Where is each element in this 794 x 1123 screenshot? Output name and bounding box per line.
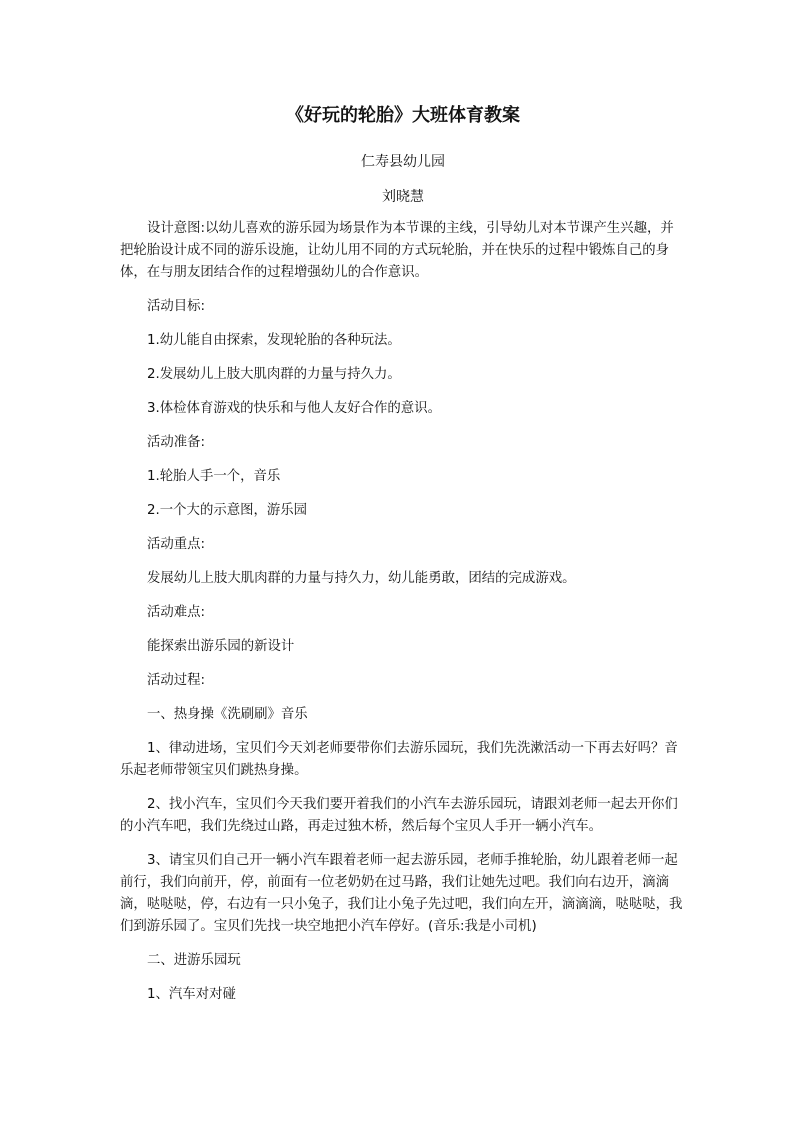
organization-name: 仁寿县幼儿园 — [361, 154, 445, 170]
document-title: 《好玩的轮胎》大班体育教案 — [286, 105, 520, 126]
paragraph: 3、请宝贝们自己开一辆小汽车跟着老师一起去游乐园，老师手推轮胎，幼儿跟着老师一起前行，我们向前开，停，前面有一位老奶奶在过马路，我们让她先过吧。我们向右边开，滴滴滴，哒哒哒，停，右边有一只小兔子，我们让小兔子先过吧，我们向左开，滴滴滴，哒哒哒，我们到游乐园了。宝贝们先找一块空地把小汽车停好。(音乐:我是小司机) — [120, 853, 683, 934]
paragraph: 1、律动进场，宝贝们今天刘老师要带你们去游乐园玩，我们先洗漱活动一下再去好吗？音乐起老师带领宝贝们跳热身操。 — [120, 741, 678, 778]
paragraph: 1、汽车对对碰 — [147, 987, 236, 1002]
paragraph: 活动过程: — [147, 673, 206, 688]
paragraph: 一、热身操《洗刷刷》音乐 — [147, 707, 308, 722]
author-name: 刘晓慧 — [382, 189, 424, 205]
document-body — [120, 218, 686, 1018]
paragraph: 发展幼儿上肢大肌肉群的力量与持久力，幼儿能勇敢，团结的完成游戏。 — [147, 571, 576, 586]
paragraph: 活动目标: — [147, 299, 206, 314]
paragraph: 1.幼儿能自由探索，发现轮胎的各种玩法。 — [147, 333, 401, 348]
paragraph: 能探索出游乐园的新设计 — [147, 639, 295, 654]
paragraph: 活动难点: — [147, 605, 206, 620]
paragraph: 3.体检体育游戏的快乐和与他人友好合作的意识。 — [147, 401, 441, 416]
paragraph: 活动重点: — [147, 537, 206, 552]
paragraph: 设计意图:以幼儿喜欢的游乐园为场景作为本节课的主线，引导幼儿对本节课产生兴趣，并把轮胎设计成不同的游乐设施，让幼儿用不同的方式玩轮胎，并在快乐的过程中锻炼自己的身体，在与朋友团结合作的过程增强幼儿的合作意识。 — [120, 221, 674, 280]
paragraph: 活动准备: — [147, 435, 206, 450]
paragraph: 2.一个大的示意图，游乐园 — [147, 503, 308, 518]
paragraph: 1.轮胎人手一个，音乐 — [147, 469, 281, 484]
paragraph: 2、找小汽车，宝贝们今天我们要开着我们的小汽车去游乐园玩，请跟刘老师一起去开你们的小汽车吧，我们先绕过山路，再走过独木桥，然后每个宝贝人手开一辆小汽车。 — [120, 797, 678, 834]
paragraph: 二、进游乐园玩 — [147, 953, 241, 968]
paragraph: 2.发展幼儿上肢大肌肉群的力量与持久力。 — [147, 367, 401, 382]
